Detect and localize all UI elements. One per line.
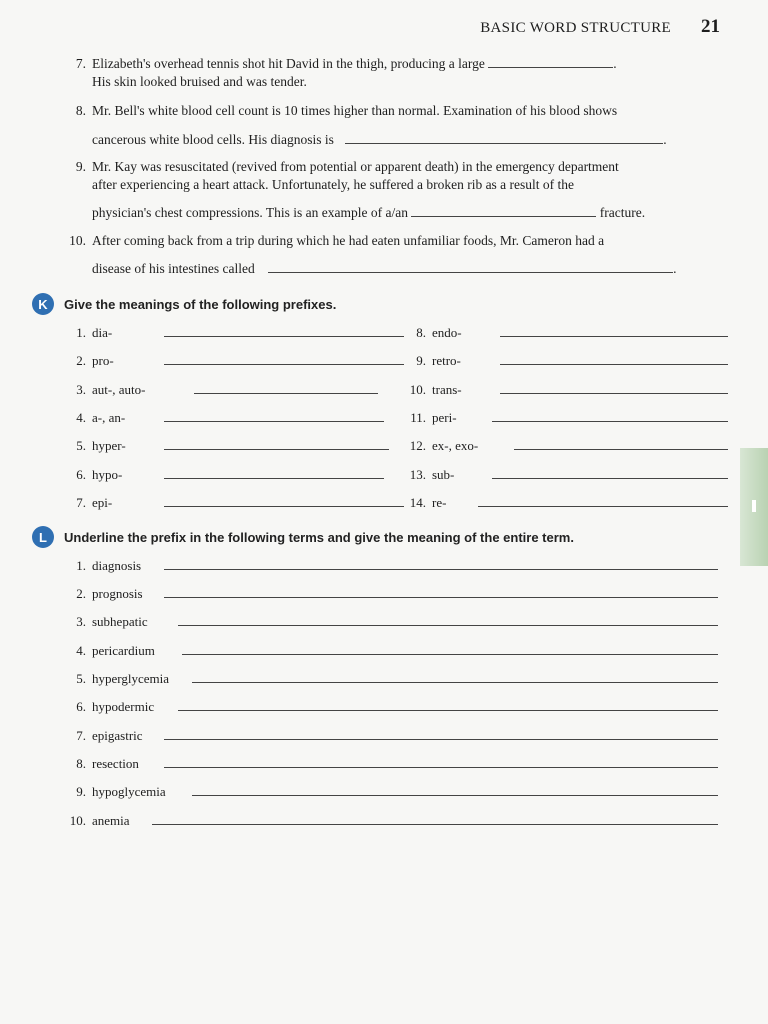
answer-blank[interactable]: [268, 260, 673, 273]
answer-blank[interactable]: [488, 55, 613, 68]
question-10: [64, 232, 714, 278]
section-k-header: [32, 293, 336, 315]
prefix-label: peri-: [432, 410, 457, 425]
answer-blank[interactable]: [164, 352, 404, 365]
term-label: hyperglycemia: [92, 671, 170, 686]
prefix-label: epi-: [92, 495, 113, 510]
term-item: 10. anemia: [64, 812, 718, 829]
term-label: diagnosis: [92, 558, 142, 573]
prefix-label: sub-: [432, 467, 455, 482]
term-item: 2. prognosis: [64, 585, 718, 602]
term-item: 1. diagnosis: [64, 557, 718, 574]
term-item: 8. resection: [64, 755, 718, 772]
term-label: resection: [92, 756, 139, 771]
chapter-title: BASIC WORD STRUCTURE: [480, 20, 671, 36]
prefix-item: 3. aut-, auto-: [64, 381, 378, 398]
answer-blank[interactable]: [492, 466, 728, 479]
question-text: Mr. Kay was resuscitated (revived from potential or apparent death) in the emergency department: [92, 159, 619, 174]
answer-blank[interactable]: [345, 131, 663, 144]
question-number: 8.: [75, 103, 86, 118]
answer-blank[interactable]: [411, 204, 596, 217]
term-label: subhepatic: [92, 614, 148, 629]
page-number: 21: [701, 16, 720, 37]
answer-blank[interactable]: [182, 642, 718, 655]
side-tab: [740, 448, 768, 566]
term-item: 6. hypodermic: [64, 698, 718, 715]
prefix-label: ex-, exo-: [432, 438, 479, 453]
prefix-label: retro-: [432, 353, 461, 368]
term-label: pericardium: [92, 643, 155, 658]
question-text: physician's chest compressions. This is an example of a/an: [92, 205, 408, 220]
answer-blank[interactable]: [164, 409, 384, 422]
prefix-item: 12. ex-, exo-: [404, 437, 728, 454]
section-instruction: Give the meanings of the following prefixes.: [64, 296, 337, 312]
prefix-item: 7. epi-: [64, 494, 404, 511]
section-badge: L: [32, 526, 54, 548]
question-9: [64, 158, 714, 222]
term-item: 3. subhepatic: [64, 613, 718, 630]
question-text: After coming back from a trip during which he had eaten unfamiliar foods, Mr. Cameron had a: [92, 233, 605, 248]
question-text: Mr. Bell's white blood cell count is 10 times higher than normal. Examination of his blood shows: [92, 103, 618, 118]
prefix-label: a-, an-: [92, 410, 126, 425]
answer-blank[interactable]: [492, 409, 728, 422]
question-text: Elizabeth's overhead tennis shot hit David in the thigh, producing a large: [92, 56, 485, 71]
answer-blank[interactable]: [192, 670, 718, 683]
prefix-item: 9. retro-: [404, 352, 728, 369]
question-end: fracture.: [599, 205, 646, 220]
term-label: epigastric: [92, 728, 143, 743]
prefix-item: 1. dia-: [64, 324, 404, 341]
question-8: [64, 102, 714, 149]
prefix-label: re-: [432, 495, 447, 510]
prefix-label: hyper-: [92, 438, 126, 453]
section-l-header: [32, 526, 574, 548]
prefix-item: 13. sub-: [404, 466, 728, 483]
term-item: 5. hyperglycemia: [64, 670, 718, 687]
answer-blank[interactable]: [194, 381, 378, 394]
term-label: hypodermic: [92, 699, 155, 714]
answer-blank[interactable]: [514, 437, 728, 450]
answer-blank[interactable]: [500, 381, 728, 394]
question-7: [64, 55, 714, 91]
answer-blank[interactable]: [164, 324, 404, 337]
question-number: 7.: [75, 56, 86, 71]
term-label: hypoglycemia: [92, 784, 166, 799]
question-end: .: [613, 56, 617, 71]
prefix-label: hypo-: [92, 467, 123, 482]
answer-blank[interactable]: [164, 727, 718, 740]
prefix-item: 14. re-: [404, 494, 728, 511]
question-text: His skin looked bruised and was tender.: [92, 74, 307, 89]
prefix-item: 8. endo-: [404, 324, 728, 341]
question-end: .: [673, 261, 677, 276]
prefix-label: trans-: [432, 382, 462, 397]
term-item: 9. hypoglycemia: [64, 783, 718, 800]
answer-blank[interactable]: [178, 613, 718, 626]
answer-blank[interactable]: [500, 324, 728, 337]
term-label: prognosis: [92, 586, 143, 601]
answer-blank[interactable]: [164, 585, 718, 598]
prefix-item: 2. pro-: [64, 352, 404, 369]
running-head: [480, 16, 720, 38]
prefix-item: 4. a-, an-: [64, 409, 384, 426]
answer-blank[interactable]: [164, 466, 384, 479]
prefix-item: 10. trans-: [404, 381, 728, 398]
question-text: disease of his intestines called: [92, 261, 255, 276]
prefix-label: aut-, auto-: [92, 382, 146, 397]
answer-blank[interactable]: [164, 557, 718, 570]
question-end: .: [663, 132, 667, 147]
prefix-item: 11. peri-: [404, 409, 728, 426]
question-text: cancerous white blood cells. His diagnosis is: [92, 132, 334, 147]
question-number: 10.: [69, 233, 86, 248]
prefix-item: 6. hypo-: [64, 466, 384, 483]
section-badge: K: [32, 293, 54, 315]
answer-blank[interactable]: [164, 437, 389, 450]
prefix-label: pro-: [92, 353, 114, 368]
prefix-label: endo-: [432, 325, 462, 340]
question-number: 9.: [75, 159, 86, 174]
question-text: after experiencing a heart attack. Unfortunately, he suffered a broken rib as a result of the: [92, 177, 575, 192]
term-item: 7. epigastric: [64, 727, 718, 744]
answer-blank[interactable]: [500, 352, 728, 365]
prefix-label: dia-: [92, 325, 113, 340]
answer-blank[interactable]: [164, 494, 404, 507]
answer-blank[interactable]: [478, 494, 728, 507]
answer-blank[interactable]: [164, 755, 718, 768]
term-label: anemia: [92, 813, 130, 828]
term-item: 4. pericardium: [64, 642, 718, 659]
side-tab-mark: [752, 500, 756, 512]
answer-blank[interactable]: [152, 812, 718, 825]
answer-blank[interactable]: [178, 698, 718, 711]
section-instruction: Underline the prefix in the following terms and give the meaning of the entire term.: [64, 529, 574, 545]
answer-blank[interactable]: [192, 783, 718, 796]
prefix-item: 5. hyper-: [64, 437, 389, 454]
